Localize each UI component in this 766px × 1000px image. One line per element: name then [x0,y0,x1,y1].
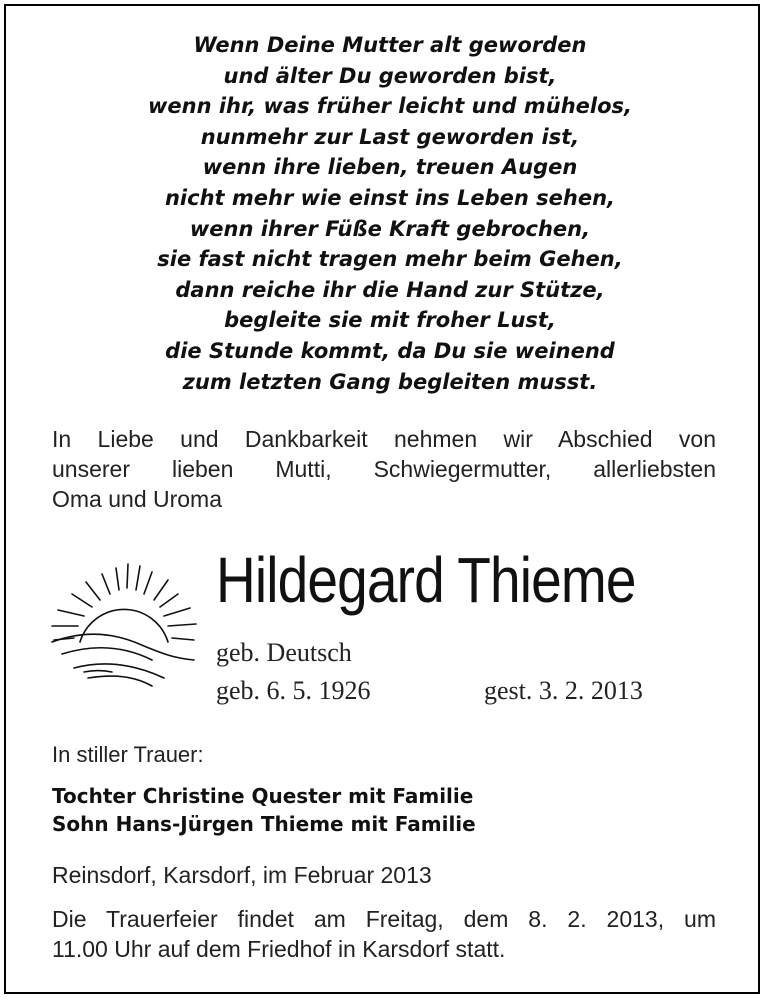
poem-line: die Stunde kommt, da Du sie weinend [165,338,615,363]
intro-line: In Liebe und Dankbarkeit nehmen wir Abschied von [52,426,716,452]
poem-line: wenn ihre lieben, treuen Augen [202,155,578,180]
ceremony-info [52,904,716,964]
poem-line: nicht mehr wie einst ins Leben sehen, [164,185,615,210]
poem-line: nunmehr zur Last geworden ist, [200,124,580,149]
poem-line: wenn ihrer Füße Kraft gebrochen, [189,216,591,241]
ceremony-line: Die Trauerfeier findet am Freitag, dem 8. 2. 2013, um [52,906,716,932]
poem-line: wenn ihr, was früher leicht und mühelos, [147,94,632,119]
poem [40,30,740,397]
intro-text [52,424,716,514]
sunset-icon [44,560,204,692]
poem-line: dann reiche ihr die Hand zur Stütze, [175,277,605,302]
poem-line: zum letzten Gang begleiten musst. [182,369,598,394]
poem-line: begleite sie mit froher Lust, [224,308,556,333]
mourner-family: Tochter Christine Quester mit Familie [52,784,474,808]
intro-line: Oma und Uroma [52,486,223,512]
poem-line: Wenn Deine Mutter alt geworden [193,33,587,57]
mourning-heading: In stiller Trauer: [52,742,204,767]
mourner-family: Sohn Hans-Jürgen Thieme mit Familie [52,812,476,836]
place-date: Reinsdorf, Karsdorf, im Februar 2013 [52,862,432,888]
death-date: gest. 3. 2. 2013 [484,676,643,705]
ceremony-line: 11.00 Uhr auf dem Friedhof in Karsdorf statt. [52,936,506,962]
poem-line: sie fast nicht tragen mehr beim Gehen, [157,247,623,272]
maiden-name: geb. Deutsch [216,638,352,667]
intro-line: unserer lieben Mutti, Schwiegermutter, allerliebsten [52,456,716,482]
deceased-name: Hildegard Thieme [216,544,636,616]
poem-line: und älter Du geworden bist, [223,63,557,88]
birth-date: geb. 6. 5. 1926 [216,676,371,705]
